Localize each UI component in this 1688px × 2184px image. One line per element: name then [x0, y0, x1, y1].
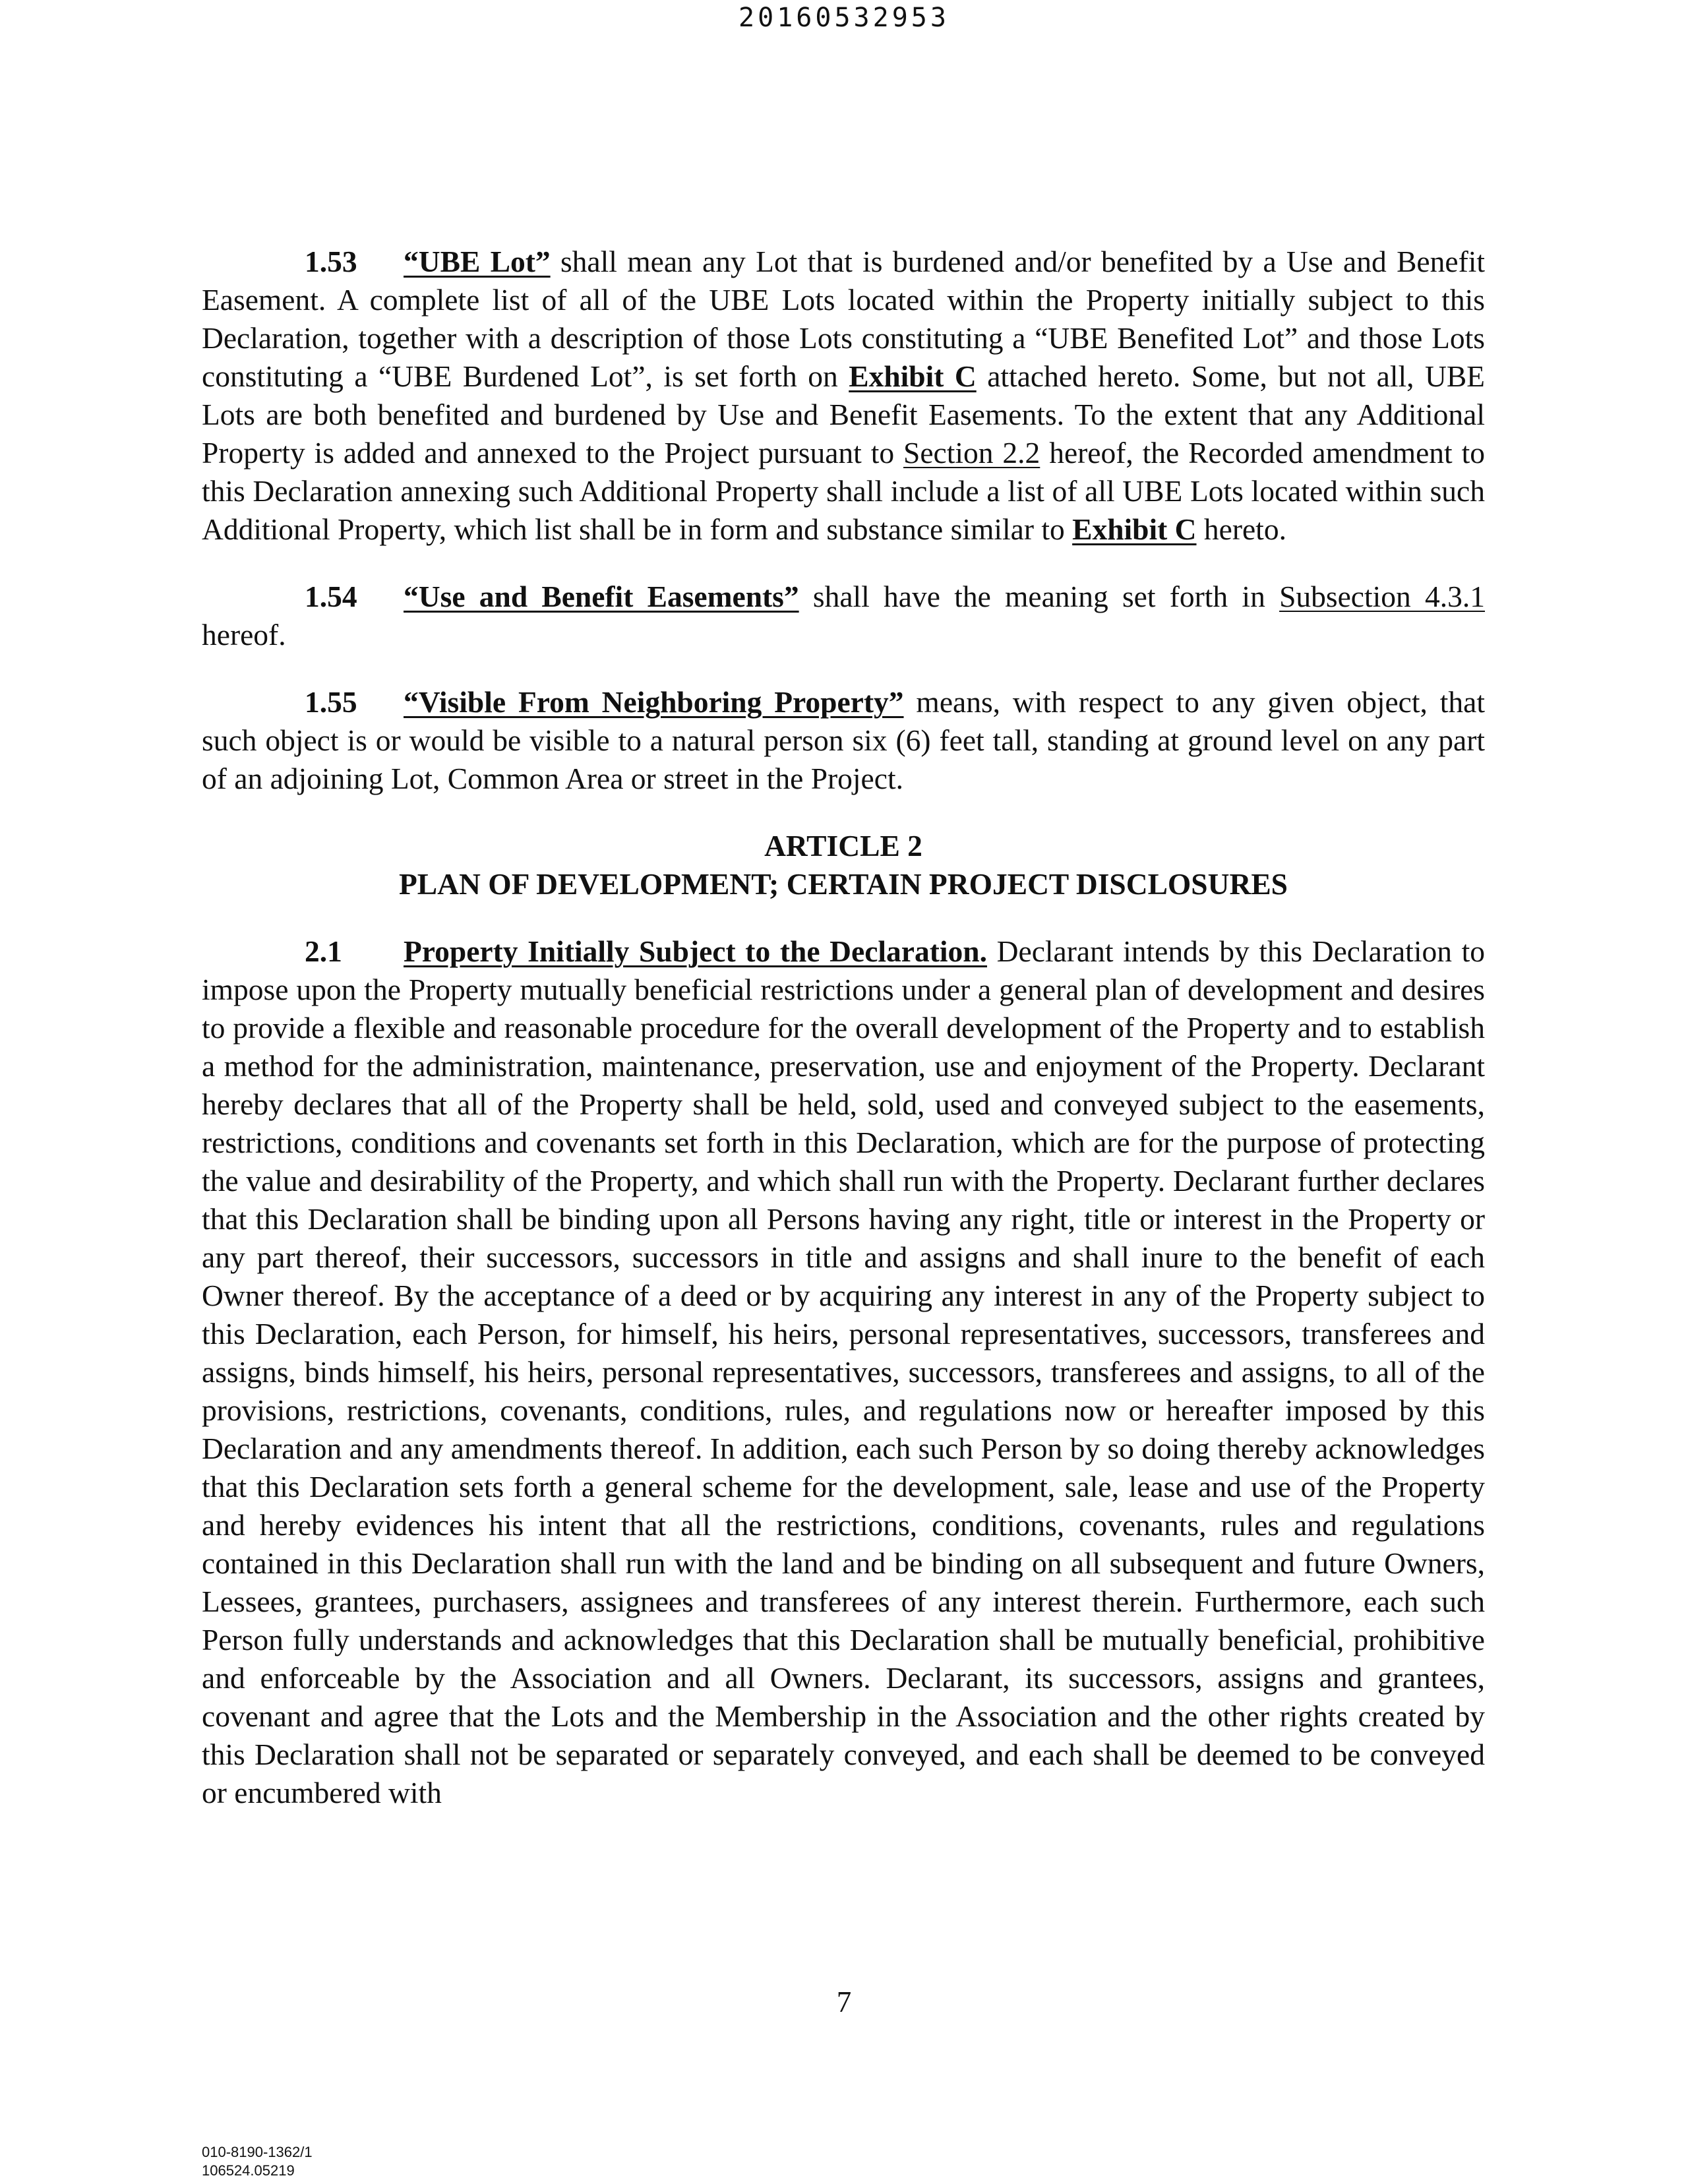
article-title: PLAN OF DEVELOPMENT; CERTAIN PROJECT DISCLOSURES: [399, 867, 1288, 901]
defined-term: “Visible From Neighboring Property”: [404, 685, 904, 719]
document-code: 010-8190-1362/1: [202, 2144, 313, 2160]
section-text: shall have the meaning set forth in: [799, 580, 1280, 613]
section-reference: Section 2.2: [903, 436, 1040, 470]
exhibit-reference: Exhibit C: [849, 359, 977, 393]
article-number: ARTICLE 2: [764, 829, 922, 863]
article-heading: [202, 827, 1485, 903]
section-number: 1.55: [305, 685, 357, 719]
defined-term: “Use and Benefit Easements”: [404, 580, 799, 613]
recording-number: 20160532953: [738, 3, 950, 33]
document-body: [202, 243, 1485, 1841]
section-text: hereto.: [1196, 512, 1286, 546]
page-number: 7: [836, 1986, 852, 2018]
section-text: hereof.: [202, 618, 286, 652]
section-text: Declarant intends by this Declaration to impose upon the Property mutually beneficial restrictions under a general plan of development and desires to provide a flexible and reasonable procedure for the overall development of the Property and to establish a method for the administration, maintenance, preservation, use and enjoyment of the Property. Declarant hereby declares that all of the Property shall be held, sold, used and conveyed subject to the easements, restrictions, conditions and covenants set forth in this Declaration, which are for the purpose of protecting the value and desirability of the Property, and which shall run with the Property. Declarant further declares that this Declaration shall be binding upon all Persons having any right, title or interest in the Property or any part thereof, their successors, successors in title and assigns and shall inure to the benefit of each Owner thereof. By the acceptance of a deed or by acquiring any interest in any of the Property subject to this Declaration, each Person, for himself, his heirs, personal representatives, successors, transferees and assigns, binds himself, his heirs, personal representatives, successors, transferees and assigns, to all of the provisions, restrictions, covenants, conditions, rules, and regulations now or hereafter imposed by this Declaration and any amendments thereof. In addition, each such Person by so doing thereby acknowledges that this Declaration sets forth a general scheme for the development, sale, lease and use of the Property and hereby evidences his intent that all the restrictions, conditions, covenants, rules and regulations contained in this Declaration shall run with the land and be binding on all subsequent and future Owners, Lessees, grantees, purchasers, assignees and transferees of any interest therein. Furthermore, each such Person fully understands and acknowledges that this Declaration shall be mutually beneficial, prohibitive and enforceable by the Association and all Owners. Declarant, its successors, assigns and grantees, covenant and agree that the Lots and the Membership in the Association and the other rights created by this Declaration shall not be separated or separately conveyed, and each shall be deemed to be conveyed or encumbered with: [202, 934, 1486, 1809]
section-number: 1.53: [305, 245, 357, 278]
section-text: shall mean any Lot that is burdened and/or benefited by a Use and Benefit Easement. A complete list of all of the UBE Lots located within the Property initially subject to this Declaration, together with a description of those Lots constituting a “UBE Benefited Lot” and those Lots constituting a “UBE Burdened Lot”, is set forth on: [202, 245, 1486, 393]
section-1-53: [202, 243, 1485, 549]
section-1-55: [202, 683, 1485, 798]
section-text: hereof, the Recorded amendment to this Declaration annexing such Additional Property shall include a list of all UBE Lots located within such Additional Property, which list shall be in form and substance similar to: [202, 436, 1485, 546]
exhibit-reference: Exhibit C: [1072, 512, 1197, 546]
section-2-1: [202, 932, 1485, 1812]
section-heading: Property Initially Subject to the Declaration.: [404, 934, 987, 968]
section-text: attached hereto. Some, but not all, UBE Lots are both benefited and burdened by Use and Benefit Easements. To the extent that any Additional Property is added and annexed to the Project pursuant to: [202, 359, 1485, 470]
section-number: 2.1: [305, 934, 342, 968]
section-1-54: [202, 578, 1485, 654]
defined-term: “UBE Lot”: [404, 245, 551, 278]
subsection-reference: Subsection 4.3.1: [1279, 580, 1486, 613]
document-code: 106524.05219: [202, 2162, 295, 2179]
section-number: 1.54: [305, 580, 357, 613]
document-codes: [202, 2143, 313, 2180]
section-text: means, with respect to any given object, that such object is or would be visible to a natural person six (6) feet tall, standing at ground level on any part of an adjoining Lot, Common Area or street in the Project.: [202, 685, 1485, 795]
